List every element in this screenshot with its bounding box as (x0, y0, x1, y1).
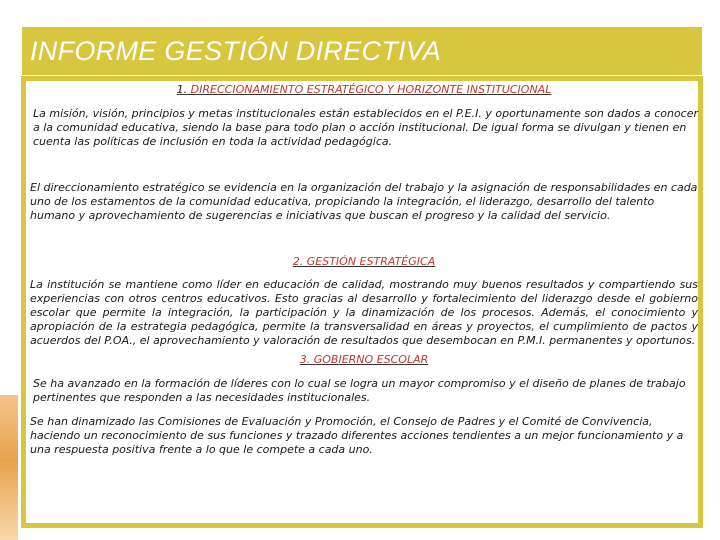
title-bar (21, 26, 703, 76)
section-1-paragraph-1: La misión, visión, principios y metas institucionales están establecidos en el P.E.I. y oportunamente son dados a conocer a la comunidad educativa, siendo la base para todo plan o acción institucional. De igual forma se divulgan y tienen en cuenta las políticas de inclusión en toda la actividad pedagógica. (33, 107, 699, 148)
slide-title: INFORME GESTIÓN DIRECTIVA (30, 36, 442, 66)
section-heading-2: 2. GESTIÓN ESTRATÉGICA (292, 255, 436, 268)
section-title-1: DIRECCIONAMIENTO ESTRATÉGICO Y HORIZONTE INSTITUCIONAL (190, 83, 552, 96)
report-text (30, 83, 698, 457)
section-number-1: 1. (176, 83, 188, 96)
section-2-paragraph-1: La institución se mantiene como líder en educación de calidad, mostrando muy buenos resultados y compartiendo sus experiencias con otros centros educativos. Esto gracias al desarrollo y fortalecimiento del liderazgo desde el gobierno escolar que permite la integración, la participación y la dinamización de los procesos. Además, el conocimiento y apropiación de la estrategia pedagógica, permite la transversalidad en áreas y proyectos, el cumplimiento de pactos y acuerdos del P.OA., el aprovechamiento y valoración de resultados que desembocan en P.M.I. permanentes y oportunos. (30, 278, 698, 347)
section-1-paragraph-2: El direccionamiento estratégico se evidencia en la organización del trabajo y la asignación de responsabilidades en cada uno de los estamentos de la comunidad educativa, propiciando la integración, el liderazgo, desarrollo del talento humano y aprovechamiento de sugerencias e iniciativas que buscan el progreso y la calidad del servicio. (30, 181, 698, 222)
content-box (21, 76, 703, 528)
section-heading-3: 3. GOBIERNO ESCOLAR (299, 353, 429, 366)
section-3-paragraph-1: Se ha avanzado en la formación de líderes con lo cual se logra un mayor compromiso y el diseño de planes de trabajo pertinentes que responden a las necesidades institucionales. (33, 377, 686, 404)
section-3-paragraph-2: Se han dinamizado las Comisiones de Evaluación y Promoción, el Consejo de Padres y el Comité de Convivencia, haciendo un reconocimiento de sus funciones y trazado diferentes acciones tendientes a un mejor funcionamiento y a una respuesta positiva frente a lo que le compete a cada uno. (30, 415, 684, 456)
decorative-accent-strip (0, 395, 18, 540)
section-heading-1 (30, 83, 698, 97)
